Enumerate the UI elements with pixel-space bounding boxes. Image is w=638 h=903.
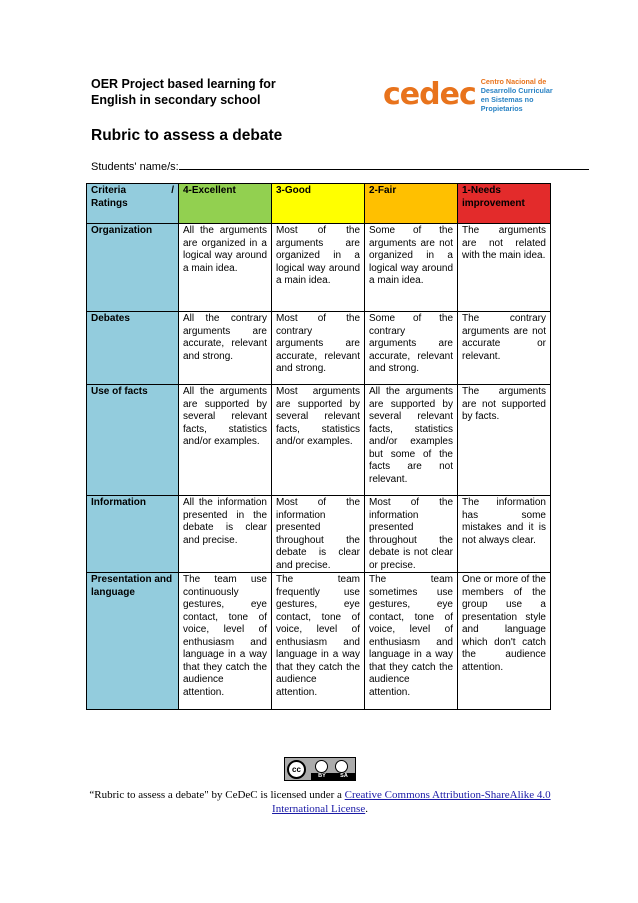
table-cell: The arguments are not supported by facts. [458, 385, 551, 496]
logo-line2: Desarrollo Curricular [480, 86, 553, 95]
table-cell: Most of the information presented throughout the debate is not clear or precise. [365, 496, 458, 573]
document-header [91, 76, 561, 116]
header-criteria [87, 184, 179, 224]
header-fair: 2-Fair [365, 184, 458, 224]
table-header-row [87, 184, 551, 224]
table-cell: Most of the contrary arguments are accurate, relevant and strong. [272, 312, 365, 385]
license-link[interactable]: Creative Commons Attribution-ShareAlike 4.0 International License [272, 789, 551, 815]
students-label: Students' name/s: [91, 161, 179, 173]
header-excellent: 4-Excellent [179, 184, 272, 224]
cc-by-sa-badge [284, 757, 356, 781]
cc-icon: cc [287, 760, 306, 779]
table-cell: The information has some mistakes and it is not always clear. [458, 496, 551, 573]
header-criteria-label: Criteria [91, 185, 127, 196]
table-cell: One or more of the members of the group use a presentation style and language which don't catch the audience attention. [458, 573, 551, 710]
license-notice [80, 788, 560, 816]
table-cell: All the arguments are supported by several relevant facts, statistics and/or examples. [179, 385, 272, 496]
students-blank-line [179, 159, 589, 170]
criterion-use-of-facts: Use of facts [87, 385, 179, 496]
logo-subtitle [481, 77, 561, 113]
table-cell: All the arguments are supported by several relevant facts, statistics and/or examples but some of the facts are not relevant. [365, 385, 458, 496]
table-row [87, 224, 551, 312]
header-needs-improvement: 1-Needs improvement [458, 184, 551, 224]
table-cell: The team sometimes use gestures, eye contact, tone of voice, level of enthusiasm and language in a way that they catch the audience attention. [365, 573, 458, 710]
table-row [87, 312, 551, 385]
person-icon [315, 760, 328, 773]
header-criteria-slash: / [171, 185, 174, 196]
header-title-line2: English in secondary school [91, 93, 261, 107]
table-cell: Most of the arguments are organized in a logical way around a main idea. [272, 224, 365, 312]
license-text-after: . [365, 803, 368, 815]
criterion-information: Information [87, 496, 179, 573]
table-row [87, 496, 551, 573]
badge-sa-label: SA [340, 773, 348, 779]
criterion-debates: Debates [87, 312, 179, 385]
students-name-field [91, 159, 589, 173]
header-ratings-label: Ratings [91, 197, 128, 209]
table-cell: Some of the arguments are not organized in a logical way around a main idea. [365, 224, 458, 312]
table-cell: The arguments are not related with the main idea. [458, 224, 551, 312]
license-text-before: “Rubric to assess a debate" by CeDeC is licensed under a [89, 789, 345, 801]
table-cell: Some of the contrary arguments are accurate, relevant and strong. [365, 312, 458, 385]
logo-line1: Centro Nacional de [480, 77, 547, 86]
table-cell: The team use continuously gestures, eye contact, tone of voice, level of enthusiasm and language in a way that they catch the audience attention. [179, 573, 272, 710]
share-alike-icon [335, 760, 348, 773]
table-cell: The contrary arguments are not accurate or relevant. [458, 312, 551, 385]
cedec-logo [383, 77, 561, 113]
criterion-organization: Organization [87, 224, 179, 312]
rubric-table [86, 183, 551, 710]
table-cell: All the contrary arguments are accurate, relevant and strong. [179, 312, 272, 385]
table-cell: Most of the information presented throughout the debate is clear and precise. [272, 496, 365, 573]
table-row [87, 385, 551, 496]
header-title-line1: OER Project based learning for [91, 77, 276, 91]
header-good: 3-Good [272, 184, 365, 224]
table-cell: Most arguments are supported by several relevant facts, statistics and/or examples. [272, 385, 365, 496]
logo-line3: en Sistemas no Propietarios [480, 95, 534, 113]
page-title: Rubric to assess a debate [91, 127, 283, 144]
table-cell: The team frequently use gestures, eye contact, tone of voice, level of enthusiasm and language in a way that they catch the audience attention. [272, 573, 365, 710]
table-cell: All the arguments are organized in a logical way around a main idea. [179, 224, 272, 312]
table-row [87, 573, 551, 710]
logo-wordmark: cedec [383, 77, 476, 112]
badge-labels [311, 773, 355, 780]
table-cell: All the information presented in the debate is clear and precise. [179, 496, 272, 573]
badge-by-label: BY [318, 773, 326, 779]
criterion-presentation-and-language: Presentation and language [87, 573, 179, 710]
